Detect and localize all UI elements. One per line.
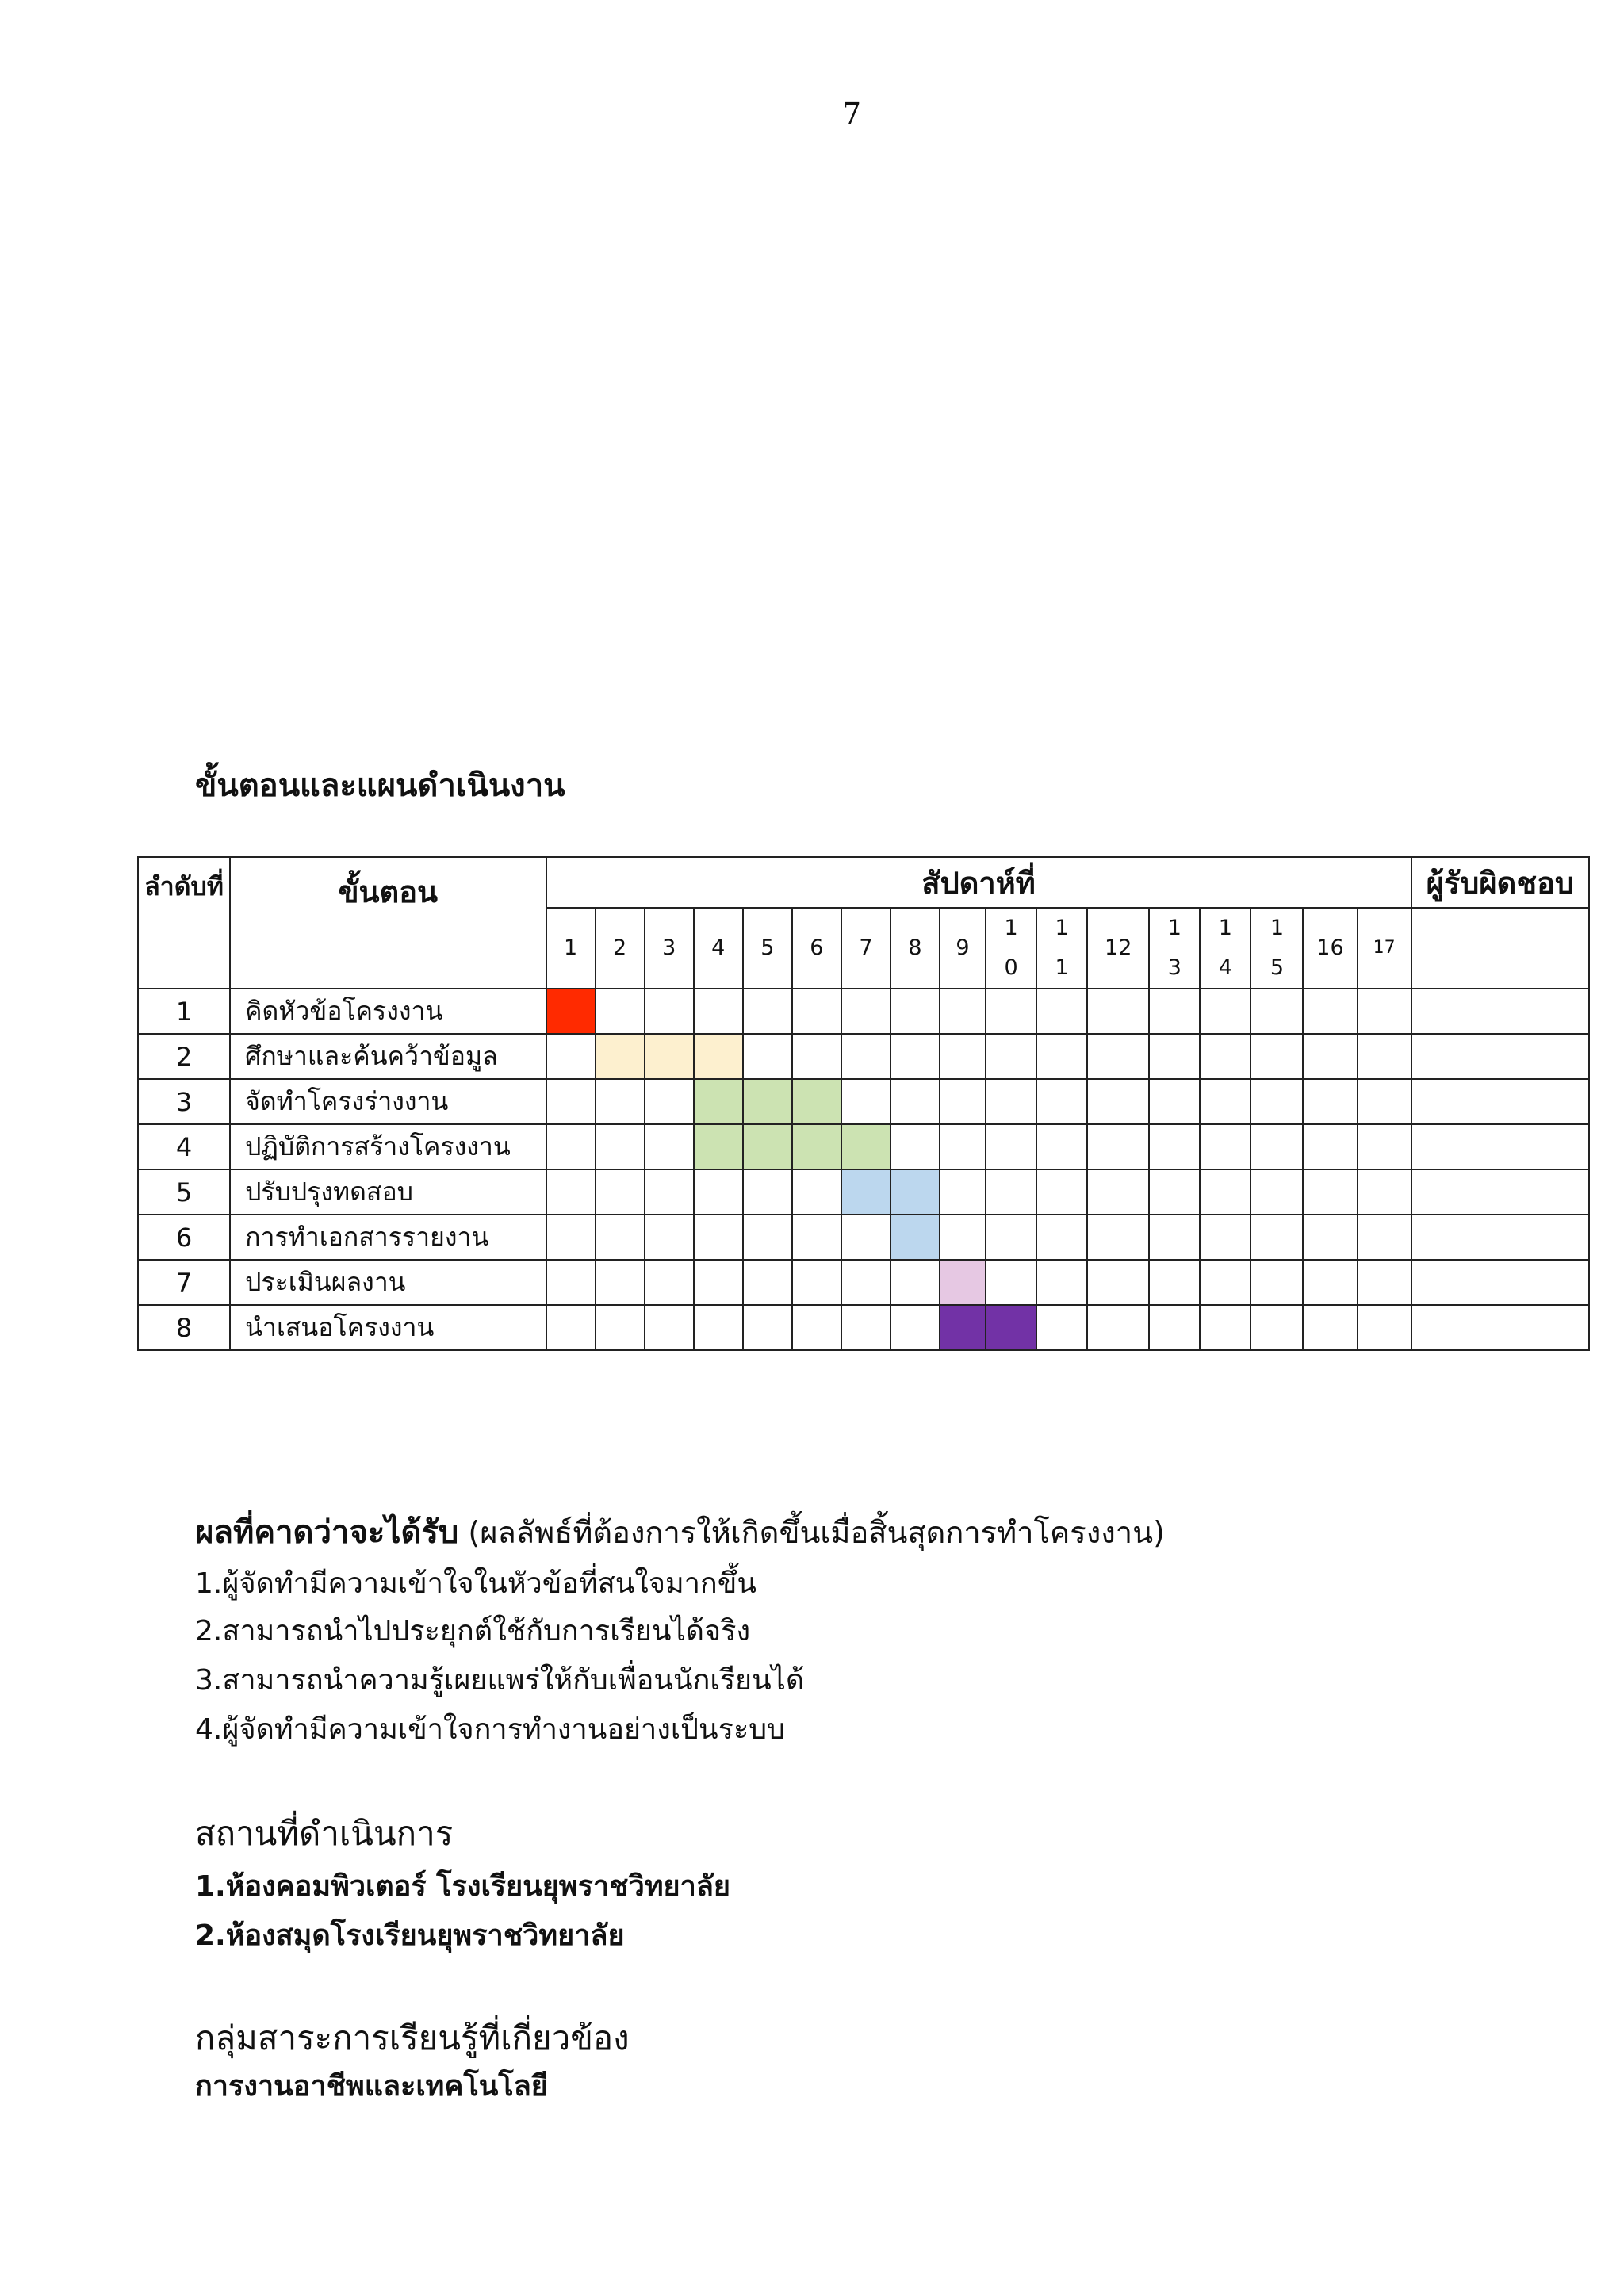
schedule-bar-cell <box>891 1215 940 1260</box>
row-step: นำเสนอโครงงาน <box>230 1305 546 1350</box>
week-cell <box>986 1034 1036 1079</box>
week-cell <box>1303 1260 1357 1305</box>
week-cell <box>891 1079 940 1124</box>
responsible-cell <box>1411 1305 1589 1350</box>
responsible-cell <box>1411 1034 1589 1079</box>
week-cell <box>1303 1034 1357 1079</box>
week-cell <box>1036 989 1087 1034</box>
schedule-bar-cell <box>546 989 596 1034</box>
week-cell <box>694 989 743 1034</box>
row-step: ศึกษาและค้นคว้าข้อมูล <box>230 1034 546 1079</box>
week-cell <box>1036 1305 1087 1350</box>
week-cell <box>1358 1079 1411 1124</box>
week-cell <box>792 1305 841 1350</box>
week-cell <box>940 1169 986 1215</box>
week-cell <box>1200 1124 1251 1169</box>
schedule-bar-cell <box>645 1034 694 1079</box>
row-number: 1 <box>138 989 230 1034</box>
week-cell <box>1200 1215 1251 1260</box>
schedule-bar-cell <box>986 1305 1036 1350</box>
week-cell <box>940 989 986 1034</box>
week-cell <box>546 1215 596 1260</box>
week-cell <box>1036 1215 1087 1260</box>
week-cell <box>743 1260 792 1305</box>
week-header: 5 <box>743 908 792 989</box>
week-header: 1 4 <box>1200 908 1251 989</box>
schedule-bar-cell <box>940 1260 986 1305</box>
week-header: 1 3 <box>1149 908 1200 989</box>
week-cell <box>596 1305 645 1350</box>
row-number: 6 <box>138 1215 230 1260</box>
row-number: 5 <box>138 1169 230 1215</box>
responsible-subheader <box>1411 908 1589 989</box>
week-cell <box>891 989 940 1034</box>
week-cell <box>1087 1169 1149 1215</box>
location-item: 1.ห้องคอมพิวเตอร์ โรงเรียนยุพราชวิทยาลัย <box>195 1870 731 1903</box>
week-cell <box>1303 1079 1357 1124</box>
results-heading: ผลที่คาดว่าจะได้รับ <box>195 1514 459 1551</box>
row-number: 7 <box>138 1260 230 1305</box>
week-cell <box>841 1215 891 1260</box>
week-cell <box>940 1124 986 1169</box>
week-cell <box>891 1305 940 1350</box>
schedule-bar-cell <box>841 1169 891 1215</box>
schedule-row <box>138 1124 1589 1169</box>
week-cell <box>1087 1215 1149 1260</box>
week-cell <box>986 1124 1036 1169</box>
week-cell <box>1036 1079 1087 1124</box>
week-cell <box>1036 1169 1087 1215</box>
week-cell <box>546 1169 596 1215</box>
week-header: 1 <box>546 908 596 989</box>
week-cell <box>1036 1034 1087 1079</box>
week-header: 1 5 <box>1251 908 1303 989</box>
page-number: 7 <box>841 97 862 132</box>
week-cell <box>792 1260 841 1305</box>
week-cell <box>645 1124 694 1169</box>
schedule-bar-cell <box>694 1034 743 1079</box>
location-item: 2.ห้องสมุดโรงเรียนยุพราชวิทยาลัย <box>195 1919 625 1952</box>
week-cell <box>841 1260 891 1305</box>
week-cell <box>645 1260 694 1305</box>
responsible-cell <box>1411 1260 1589 1305</box>
schedule-row <box>138 1260 1589 1305</box>
week-cell <box>986 1079 1036 1124</box>
schedule-bar-cell <box>841 1124 891 1169</box>
location-title: สถานที่ดำเนินการ <box>195 1814 454 1853</box>
week-cell <box>1087 1124 1149 1169</box>
row-number: 2 <box>138 1034 230 1079</box>
week-cell <box>645 1079 694 1124</box>
results-subheading: (ผลลัพธ์ที่ต้องการให้เกิดขึ้นเมื่อสิ้นสุดการทำโครงงาน) <box>468 1515 1165 1550</box>
week-cell <box>792 1169 841 1215</box>
week-cell <box>1358 1034 1411 1079</box>
week-cell <box>1087 1305 1149 1350</box>
row-step: ปรับปรุงทดสอบ <box>230 1169 546 1215</box>
week-cell <box>841 1079 891 1124</box>
week-cell <box>891 1260 940 1305</box>
week-cell <box>1358 1124 1411 1169</box>
week-cell <box>1358 1215 1411 1260</box>
week-cell <box>546 1305 596 1350</box>
week-cell <box>1036 1260 1087 1305</box>
schedule-bar-cell <box>596 1034 645 1079</box>
week-cell <box>596 1215 645 1260</box>
col-weeks-header: สัปดาห์ที่ <box>546 857 1411 908</box>
week-cell <box>986 1260 1036 1305</box>
week-cell <box>1087 1034 1149 1079</box>
week-cell <box>986 989 1036 1034</box>
schedule-row <box>138 1079 1589 1124</box>
week-cell <box>645 1305 694 1350</box>
row-step: ปฏิบัติการสร้างโครงงาน <box>230 1124 546 1169</box>
week-cell <box>940 1034 986 1079</box>
schedule-bar-cell <box>694 1124 743 1169</box>
responsible-cell <box>1411 1079 1589 1124</box>
week-cell <box>596 1169 645 1215</box>
week-header: 8 <box>891 908 940 989</box>
week-cell <box>645 989 694 1034</box>
schedule-row <box>138 1305 1589 1350</box>
week-cell <box>1358 1305 1411 1350</box>
week-cell <box>1087 989 1149 1034</box>
week-cell <box>743 1305 792 1350</box>
row-number: 3 <box>138 1079 230 1124</box>
schedule-bar-cell <box>792 1079 841 1124</box>
week-cell <box>1149 1169 1200 1215</box>
week-cell <box>645 1215 694 1260</box>
week-cell <box>1251 1124 1303 1169</box>
week-cell <box>792 1034 841 1079</box>
week-cell <box>1200 989 1251 1034</box>
week-cell <box>1251 1034 1303 1079</box>
week-header: 16 <box>1303 908 1357 989</box>
week-cell <box>792 989 841 1034</box>
week-cell <box>1200 1079 1251 1124</box>
week-cell <box>1251 1169 1303 1215</box>
subject-group-value: การงานอาชีพและเทคโนโลยี <box>195 2070 548 2103</box>
week-cell <box>546 1124 596 1169</box>
week-cell <box>1200 1034 1251 1079</box>
week-cell <box>743 1215 792 1260</box>
week-cell <box>596 1124 645 1169</box>
row-number: 4 <box>138 1124 230 1169</box>
week-cell <box>694 1215 743 1260</box>
row-step: จัดทำโครงร่างงาน <box>230 1079 546 1124</box>
week-cell <box>891 1124 940 1169</box>
responsible-cell <box>1411 1169 1589 1215</box>
result-item: 3.สามารถนำความรู้เผยแพร่ให้กับเพื่อนนักเรียนได้ <box>195 1664 805 1697</box>
week-cell <box>940 1079 986 1124</box>
col-order-header: ลำดับที่ <box>138 857 230 989</box>
week-cell <box>841 1305 891 1350</box>
week-cell <box>1149 1124 1200 1169</box>
week-cell <box>1200 1169 1251 1215</box>
week-cell <box>792 1215 841 1260</box>
responsible-cell <box>1411 989 1589 1034</box>
week-cell <box>1358 1169 1411 1215</box>
week-header: 7 <box>841 908 891 989</box>
week-cell <box>1149 1260 1200 1305</box>
week-header: 6 <box>792 908 841 989</box>
schedule-table <box>137 856 1590 1351</box>
week-cell <box>1149 1034 1200 1079</box>
result-item: 2.สามารถนำไปประยุกต์ใช้กับการเรียนได้จริง <box>195 1615 751 1647</box>
week-cell <box>1303 1215 1357 1260</box>
result-item: 4.ผู้จัดทำมีความเข้าใจการทำงานอย่างเป็นระบบ <box>195 1713 785 1746</box>
schedule-row <box>138 989 1589 1034</box>
row-step: ประเมินผลงาน <box>230 1260 546 1305</box>
week-header: 3 <box>645 908 694 989</box>
week-cell <box>986 1169 1036 1215</box>
week-header: 2 <box>596 908 645 989</box>
week-header: 12 <box>1087 908 1149 989</box>
schedule-row <box>138 1215 1589 1260</box>
subject-group-title: กลุ่มสาระการเรียนรู้ที่เกี่ยวข้อง <box>195 2019 630 2057</box>
week-cell <box>1087 1260 1149 1305</box>
section-title: ขั้นตอนและแผนดำเนินงาน <box>195 767 565 804</box>
week-cell <box>1149 1079 1200 1124</box>
responsible-cell <box>1411 1124 1589 1169</box>
week-cell <box>841 1034 891 1079</box>
schedule-bar-cell <box>792 1124 841 1169</box>
week-cell <box>546 1034 596 1079</box>
week-cell <box>596 989 645 1034</box>
week-cell <box>1200 1260 1251 1305</box>
week-cell <box>1303 1305 1357 1350</box>
week-cell <box>1303 1169 1357 1215</box>
row-step: การทำเอกสารรายงาน <box>230 1215 546 1260</box>
week-cell <box>694 1260 743 1305</box>
results-heading-line <box>195 1506 1165 1557</box>
row-step: คิดหัวข้อโครงงาน <box>230 989 546 1034</box>
week-cell <box>743 1169 792 1215</box>
week-cell <box>1200 1305 1251 1350</box>
week-cell <box>546 1079 596 1124</box>
week-cell <box>596 1260 645 1305</box>
week-cell <box>1303 1124 1357 1169</box>
week-cell <box>596 1079 645 1124</box>
week-header: 4 <box>694 908 743 989</box>
result-item: 1.ผู้จัดทำมีความเข้าใจในหัวข้อที่สนใจมากขึ้น <box>195 1567 756 1600</box>
week-cell <box>1251 1079 1303 1124</box>
week-cell <box>743 1034 792 1079</box>
week-cell <box>1358 1260 1411 1305</box>
col-step-header: ขั้นตอน <box>230 857 546 989</box>
week-cell <box>1251 1305 1303 1350</box>
schedule-bar-cell <box>743 1124 792 1169</box>
week-header: 17 <box>1358 908 1411 989</box>
week-cell <box>1149 1215 1200 1260</box>
week-cell <box>1358 989 1411 1034</box>
week-header: 9 <box>940 908 986 989</box>
week-cell <box>645 1169 694 1215</box>
week-cell <box>743 989 792 1034</box>
week-cell <box>1149 1305 1200 1350</box>
schedule-row <box>138 1034 1589 1079</box>
week-header: 1 0 <box>986 908 1036 989</box>
schedule-bar-cell <box>694 1079 743 1124</box>
row-number: 8 <box>138 1305 230 1350</box>
col-responsible-header: ผู้รับผิดชอบ <box>1411 857 1589 908</box>
week-cell <box>694 1305 743 1350</box>
schedule-bar-cell <box>891 1169 940 1215</box>
schedule-row <box>138 1169 1589 1215</box>
week-cell <box>546 1260 596 1305</box>
week-cell <box>1251 989 1303 1034</box>
responsible-cell <box>1411 1215 1589 1260</box>
week-cell <box>1036 1124 1087 1169</box>
schedule-body <box>138 989 1589 1350</box>
week-cell <box>1251 1260 1303 1305</box>
week-cell <box>891 1034 940 1079</box>
week-cell <box>1303 989 1357 1034</box>
week-cell <box>694 1169 743 1215</box>
schedule-bar-cell <box>940 1305 986 1350</box>
week-cell <box>1087 1079 1149 1124</box>
schedule-bar-cell <box>743 1079 792 1124</box>
week-cell <box>940 1215 986 1260</box>
week-cell <box>841 989 891 1034</box>
week-cell <box>1149 989 1200 1034</box>
week-cell <box>986 1215 1036 1260</box>
week-header: 1 1 <box>1036 908 1087 989</box>
week-cell <box>1251 1215 1303 1260</box>
